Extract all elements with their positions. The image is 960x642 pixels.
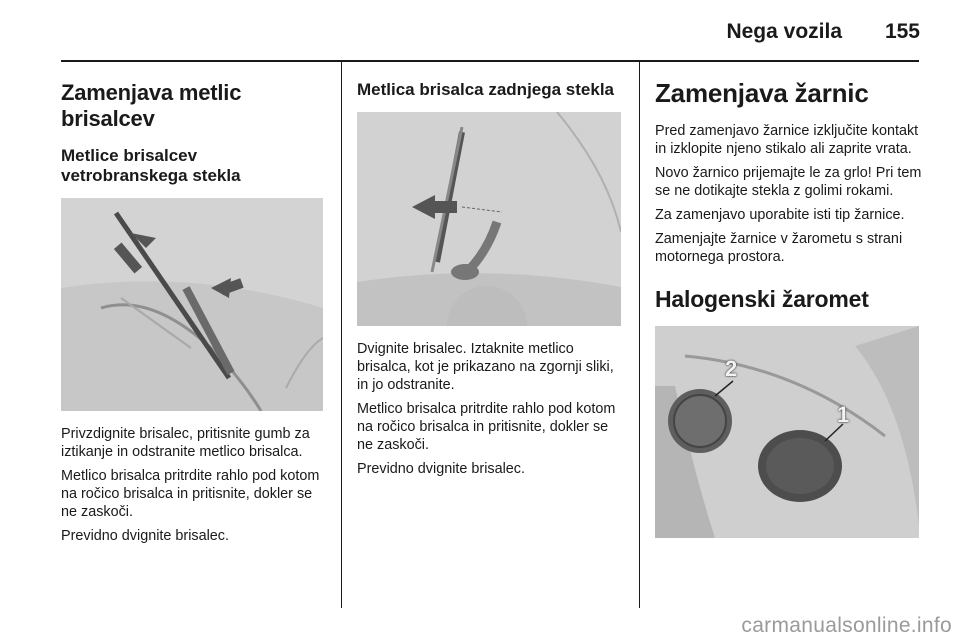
paragraph: Metlico brisalca pritrdite rahlo pod kotom na ročico brisalca in pritisnite, dokler se ne zaskoči. [357, 401, 616, 453]
column-divider-2 [639, 62, 640, 608]
paragraph: Privzdignite brisalec, pritisnite gumb za iztikanje in odstranite metlico brisalca. [61, 426, 310, 460]
paragraph: Dvignite brisalec. Iztaknite metlico brisalca, kot je prikazano na zgornji sliki, in jo odstranite. [357, 341, 614, 393]
front-wiper-illustration [61, 198, 323, 411]
subheading-windscreen-wiper: Metlice brisalcev vetrobranskega stekla [61, 146, 241, 185]
page-number: 155 [884, 20, 920, 43]
site-watermark: carmanualsonline.info [741, 614, 952, 637]
paragraph: Metlico brisalca pritrdite rahlo pod kotom na ročico brisalca in pritisnite, dokler se ne zaskoči. [61, 468, 320, 520]
paragraph: Previdno dvignite brisalec. [61, 528, 229, 544]
paragraph: Novo žarnico prijemajte le za grlo! Pri tem se ne dotikajte stekla z golimi rokami. [655, 165, 922, 199]
right-column [655, 62, 923, 538]
middle-column [357, 62, 627, 478]
section-title: Nega vozila [726, 20, 842, 43]
subheading-halogen-headlight: Halogenski žaromet [655, 286, 869, 312]
subheading-rear-wiper: Metlica brisalca zadnjega stekla [357, 80, 615, 99]
column-divider-1 [341, 62, 342, 608]
section-heading-wiper-blades: Zamenjava metlic brisalcev [61, 80, 242, 131]
callout-label-1: 1 [837, 402, 850, 427]
paragraph: Pred zamenjavo žarnice izključite kontakt in izklopite njeno stikalo ali zaprite vrata. [655, 123, 919, 157]
paragraph: Zamenjajte žarnice v žarometu s strani motornega prostora. [655, 231, 903, 265]
paragraph: Previdno dvignite brisalec. [357, 461, 525, 477]
rear-wiper-illustration [357, 112, 621, 326]
halogen-headlight-illustration [655, 326, 919, 538]
left-column [61, 62, 329, 545]
callout-label-2: 2 [725, 356, 738, 381]
section-heading-bulb-replacement: Zamenjava žarnic [655, 78, 869, 108]
paragraph: Za zamenjavo uporabite isti tip žarnice. [655, 207, 905, 223]
